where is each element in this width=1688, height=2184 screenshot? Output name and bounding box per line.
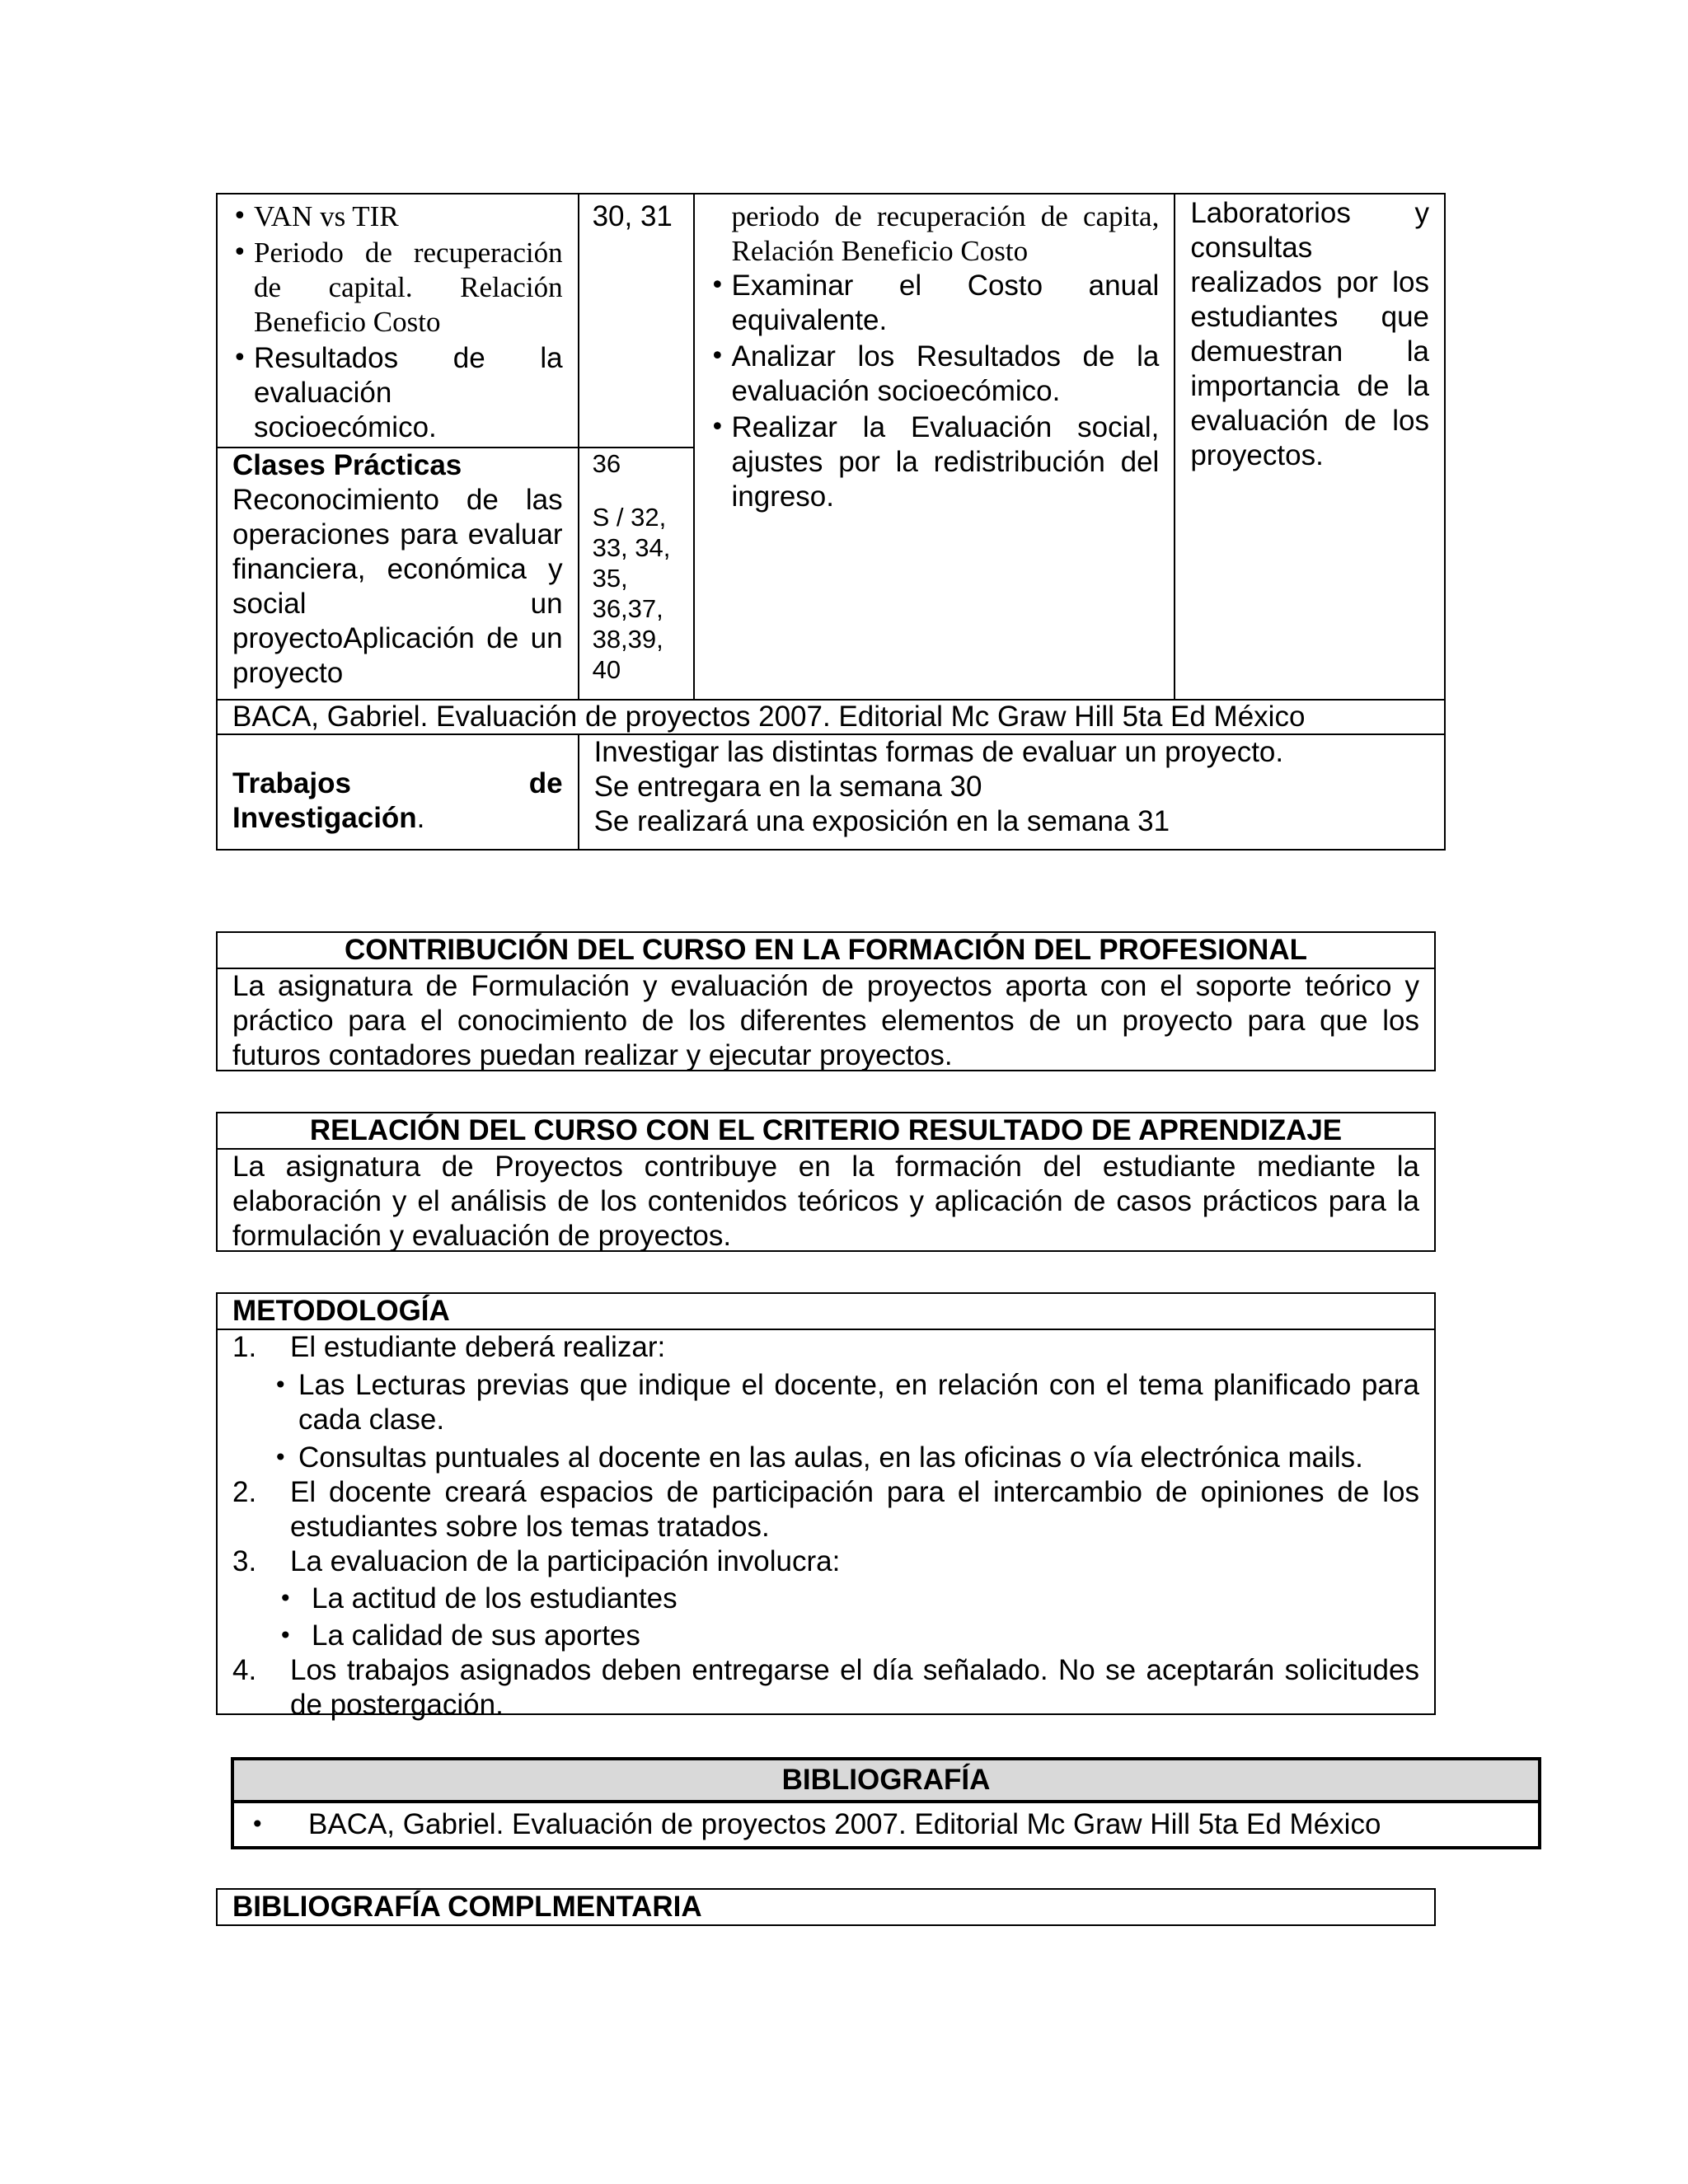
bibliography-title: BIBLIOGRAFÍA bbox=[234, 1760, 1538, 1803]
reference-cell bbox=[217, 700, 1445, 734]
research-label-cell bbox=[217, 734, 579, 850]
methodology-subitem: • Las Lecturas previas que indique el docente, en relación con el tema planificado para cada clase. bbox=[274, 1368, 1419, 1437]
practice-cell bbox=[217, 448, 579, 700]
bibliography-item: • BACA, Gabriel. Evaluación de proyectos 2007. Editorial Mc Graw Hill 5ta Ed México bbox=[234, 1803, 1538, 1846]
methodology-subitem: • La actitud de los estudiantes bbox=[232, 1582, 1419, 1616]
methodology-title: METODOLOGÍA bbox=[218, 1294, 1434, 1330]
methodology-item: 3. La evaluacion de la participación involucra: bbox=[232, 1545, 841, 1577]
research-line: Se entregara en la semana 30 bbox=[593, 771, 982, 803]
topic-item: • VAN vs TIR bbox=[232, 199, 563, 234]
practice-title: Clases Prácticas bbox=[232, 449, 462, 481]
research-line: Se realizará una exposición en la semana 31 bbox=[593, 805, 1170, 837]
methodology-item: 2. El docente creará espacios de participación para el intercambio de opiniones de los estudiantes sobre los temas tratados. bbox=[232, 1476, 1419, 1543]
relation-section bbox=[216, 1112, 1436, 1252]
bullet-icon: • bbox=[251, 1811, 265, 1838]
complementary-bibliography-title: BIBLIOGRAFÍA COMPLMENTARIA bbox=[232, 1891, 702, 1923]
research-text-cell bbox=[579, 734, 1445, 850]
weeks-text: 30, 31 bbox=[592, 200, 673, 232]
topics-cell bbox=[217, 194, 579, 448]
contribution-title: CONTRIBUCIÓN DEL CURSO EN LA FORMACIÓN DEL PROFESIONAL bbox=[218, 933, 1434, 969]
weeks-cell bbox=[579, 194, 695, 448]
methodology-item: 1. El estudiante deberá realizar: bbox=[232, 1331, 666, 1363]
topic-item: • Periodo de recuperación de capital. Relación Beneficio Costo bbox=[232, 236, 563, 340]
evidence-cell bbox=[1175, 194, 1445, 700]
methodology-section bbox=[216, 1292, 1436, 1721]
practice-weeks-cell bbox=[579, 448, 695, 700]
methodology-subitem: • La calidad de sus aportes bbox=[232, 1619, 1419, 1653]
methodology-body bbox=[218, 1330, 1434, 1722]
activities-cell bbox=[694, 194, 1175, 700]
research-label-b: Investigación. bbox=[232, 802, 425, 834]
practice-text: Reconocimiento de las operaciones para evaluar financiera, económica y social un proyectoAplicación de un proyecto bbox=[232, 484, 563, 689]
activity-item: • Analizar los Resultados de la evaluación socioecómico. bbox=[710, 340, 1159, 409]
practice-weeks-a: 36 bbox=[592, 449, 621, 478]
methodology-item: 4. Los trabajos asignados deben entregarse el día señalado. No se aceptarán solicitudes de postergación. bbox=[232, 1654, 1419, 1721]
activity-item: • Examinar el Costo anual equivalente. bbox=[710, 269, 1159, 338]
relation-text: La asignatura de Proyectos contribuye en la formación del estudiante mediante la elaboración y el análisis de los contenidos teóricos y aplicación de casos prácticos para la formulación y evaluación de proyectos. bbox=[232, 1151, 1419, 1252]
activity-item: • Realizar la Evaluación social, ajustes por la redistribución del ingreso. bbox=[710, 410, 1159, 514]
contribution-text: La asignatura de Formulación y evaluación de proyectos aporta con el soporte teórico y práctico para el conocimiento de los diferentes elementos de un proyecto para que los futuros contadores puedan realizar y ejecutar proyectos. bbox=[232, 970, 1419, 1071]
topic-item: • Resultados de la evaluación socioecómico. bbox=[232, 341, 563, 445]
research-line: Investigar las distintas formas de evaluar un proyecto. bbox=[593, 736, 1284, 768]
evidence-text: Laboratorios y consultas realizados por los estudiantes que demuestran la importancia de la evaluación de los proyectos. bbox=[1190, 197, 1429, 471]
contribution-section bbox=[216, 931, 1436, 1071]
practice-weeks-b: S / 32, 33, 34, 35, 36,37, 38,39, 40 bbox=[592, 503, 671, 684]
complementary-bibliography-section bbox=[216, 1888, 1436, 1926]
activities-lead: periodo de recuperación de capita, Relación Beneficio Costo bbox=[731, 200, 1160, 267]
syllabus-table bbox=[216, 193, 1446, 851]
relation-title: RELACIÓN DEL CURSO CON EL CRITERIO RESULTADO DE APRENDIZAJE bbox=[218, 1113, 1434, 1150]
research-label-a: Trabajos de bbox=[232, 767, 563, 799]
bibliography-section bbox=[231, 1757, 1541, 1849]
methodology-subitem: • Consultas puntuales al docente en las aulas, en las oficinas o vía electrónica mails. bbox=[274, 1441, 1419, 1475]
reference-text: BACA, Gabriel. Evaluación de proyectos 2007. Editorial Mc Graw Hill 5ta Ed México bbox=[232, 701, 1306, 733]
